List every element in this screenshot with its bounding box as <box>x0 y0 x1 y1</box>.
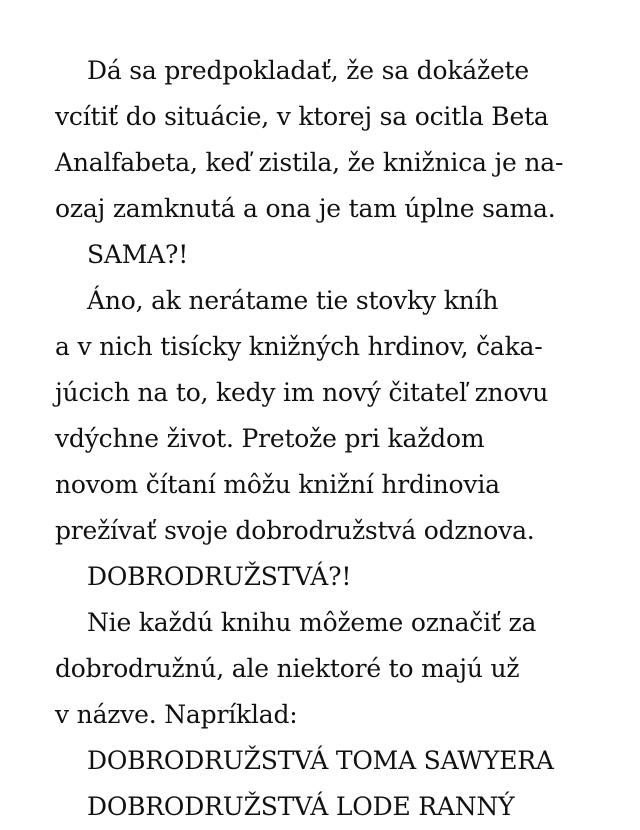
text-line: DOBRODRUŽSTVÁ LODE RANNÝ <box>87 792 515 821</box>
text-line: novom čítaní môžu knižní hrdinovia <box>55 470 500 499</box>
text-line: Dá sa predpokladať, že sa dokážete <box>87 56 529 85</box>
body-text <box>55 48 615 830</box>
text-line: júcich na to, kedy im nový čitateľ znovu <box>55 378 549 407</box>
text-line: v názve. Napríklad: <box>55 700 298 729</box>
text-line: vcítiť do situácie, v ktorej sa ocitla Beta <box>55 102 549 131</box>
text-line: DOBRODRUŽSTVÁ?! <box>87 562 352 591</box>
text-line: vdýchne život. Pretože pri každom <box>55 424 485 453</box>
text-line: prežívať svoje dobrodružstvá odznova. <box>55 516 535 545</box>
text-line: Nie každú knihu môžeme označiť za <box>87 608 537 637</box>
text-line: a v nich tisícky knižných hrdinov, čaka- <box>55 332 543 361</box>
text-line: ozaj zamknutá a ona je tam úplne sama. <box>55 194 556 223</box>
text-line: SAMA?! <box>87 240 189 269</box>
text-line: dobrodružnú, ale niektoré to majú už <box>55 654 520 683</box>
text-line: Analfabeta, keď zistila, že knižnica je na- <box>55 148 564 177</box>
text-line: Áno, ak nerátame tie stovky kníh <box>87 286 499 315</box>
text-line: DOBRODRUŽSTVÁ TOMA SAWYERA <box>87 746 554 775</box>
